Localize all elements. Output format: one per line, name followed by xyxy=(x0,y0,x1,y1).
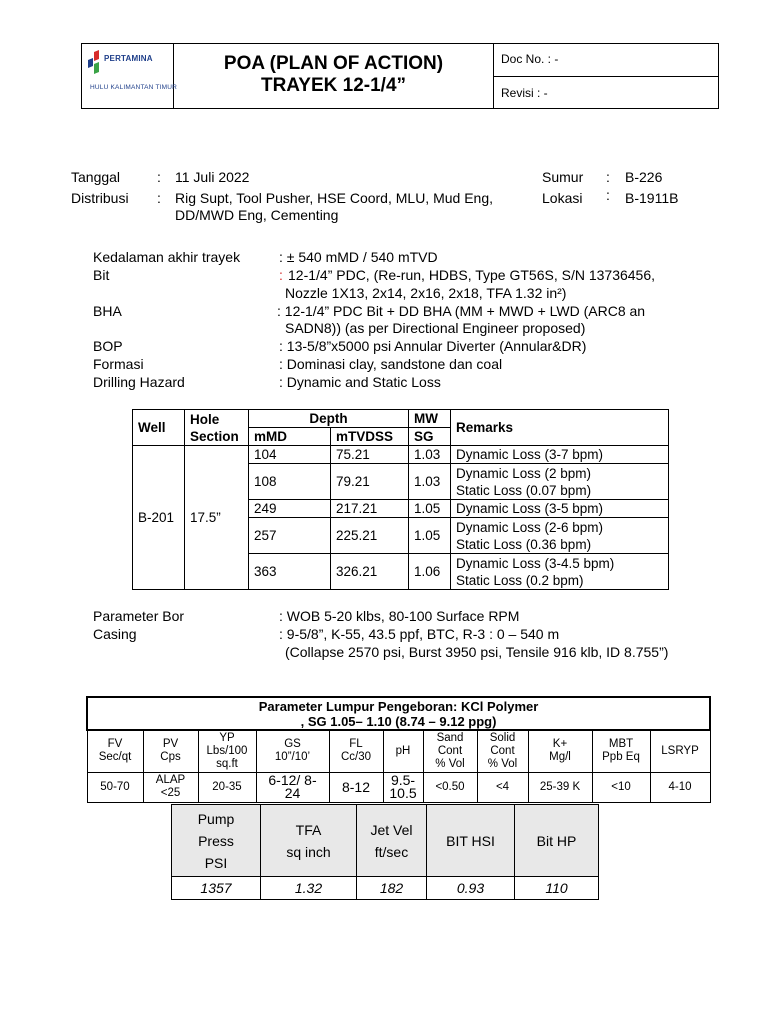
mud-header-text: % Vol xyxy=(487,757,518,770)
remark-line: Static Loss (0.2 bpm) xyxy=(456,572,584,588)
doc-no: Doc No. : - xyxy=(501,52,559,66)
mmd-cell: 363 xyxy=(249,554,331,590)
mud-value-cell xyxy=(477,772,528,802)
pump-header-cell xyxy=(357,805,427,877)
hole-cell: 17.5” xyxy=(185,446,249,590)
remark-line: Dynamic Loss (3-7 bpm) xyxy=(456,447,604,462)
mmd-cell: 249 xyxy=(249,500,331,518)
mud-value-cell xyxy=(198,772,256,802)
mud-value-text: 25-39 K xyxy=(539,780,581,793)
mud-title-line-1: Parameter Lumpur Pengeboran: KCl Polymer xyxy=(258,698,539,714)
title-line-2: TRAYEK 12-1/4” xyxy=(260,75,407,96)
mud-table-title xyxy=(87,697,710,730)
mud-header-text: Cont xyxy=(490,744,515,757)
mud-value-cell xyxy=(383,772,423,802)
mud-header-cell xyxy=(650,730,710,772)
depth-header: Depth xyxy=(249,410,409,428)
mud-value-text: 4-10 xyxy=(668,780,692,793)
pertamina-logo-icon xyxy=(84,50,104,80)
parameter-bor-label: Parameter Bor xyxy=(93,608,185,624)
pump-header-text: Jet Vel xyxy=(370,821,413,838)
pertamina-logo xyxy=(84,48,178,104)
mtvdss-cell: 75.21 xyxy=(331,446,409,464)
mud-header-text: LSRYP xyxy=(661,744,699,757)
mud-header-text: Sand xyxy=(436,731,464,744)
tanggal-label: Tanggal xyxy=(71,169,121,185)
sg-cell: 1.03 xyxy=(409,446,451,464)
mud-header-cell xyxy=(592,730,650,772)
remark-line: Static Loss (0.36 bpm) xyxy=(456,536,592,552)
mtvdss-cell: 225.21 xyxy=(331,518,409,554)
remarks-cell xyxy=(451,500,669,518)
header-divider xyxy=(493,76,719,77)
bit-label: Bit xyxy=(93,267,110,283)
mud-header-text: Lbs/100 xyxy=(206,744,248,757)
table-row xyxy=(133,446,669,464)
drilling-hazard-value: : Dynamic and Static Loss xyxy=(279,374,441,390)
formasi-label: Formasi xyxy=(93,356,144,372)
lokasi-label: Lokasi xyxy=(542,190,583,206)
mud-header-text: Ppb Eq xyxy=(602,751,640,764)
mud-header-text: 10”/10’ xyxy=(274,751,311,764)
mud-value-cell xyxy=(592,772,650,802)
mud-header-cell xyxy=(329,730,383,772)
sg-cell: 1.06 xyxy=(409,554,451,590)
lokasi-colon: : xyxy=(606,187,610,203)
bha-label: BHA xyxy=(93,303,122,319)
mud-header-text: YP xyxy=(219,731,235,744)
sg-cell: 1.03 xyxy=(409,464,451,500)
sg-cell: 1.05 xyxy=(409,500,451,518)
mud-header-cell xyxy=(383,730,423,772)
mud-header-cell xyxy=(477,730,528,772)
distribusi-label: Distribusi xyxy=(71,190,129,206)
mud-header-cell xyxy=(256,730,329,772)
mud-header-text: pH xyxy=(395,744,411,757)
mud-value-text: 24 xyxy=(284,785,301,801)
remarks-header: Remarks xyxy=(451,410,669,446)
pump-header-text: PSI xyxy=(204,854,228,871)
mmd-cell: 108 xyxy=(249,464,331,500)
pump-header-cell xyxy=(515,805,599,877)
lokasi-value: B-1911B xyxy=(625,190,679,206)
hole-section-header xyxy=(185,410,249,446)
mud-value-text: 9.5- xyxy=(390,772,416,788)
pump-hydraulics-table xyxy=(171,804,599,900)
pump-header-text: BIT HSI xyxy=(446,832,495,849)
mud-header-text: % Vol xyxy=(435,757,465,770)
mud-header-text: FL xyxy=(349,738,363,751)
mud-parameter-table xyxy=(86,696,711,803)
logo-subtitle-text: HULU KALIMANTAN TIMUR xyxy=(90,84,178,91)
pump-header-text: Pump xyxy=(197,810,235,827)
bop-value: : 13-5/8”x5000 psi Annular Diverter (Annular&DR) xyxy=(279,338,587,354)
mud-header-text: Cont xyxy=(437,744,463,757)
sumur-value: B-226 xyxy=(625,169,663,185)
mud-header-text: FV xyxy=(107,738,123,751)
mtvdss-cell: 217.21 xyxy=(331,500,409,518)
remark-line: Dynamic Loss (2-6 bpm) xyxy=(456,519,604,535)
mud-value-text: <10 xyxy=(611,780,631,793)
pump-value-cell: 182 xyxy=(357,877,427,900)
mtvdss-cell: 79.21 xyxy=(331,464,409,500)
bit-line-2: Nozzle 1X13, 2x14, 2x16, 2x18, TFA 1.32 in²) xyxy=(285,285,567,301)
pump-header-text: ft/sec xyxy=(374,843,409,860)
well-loss-table xyxy=(132,409,669,590)
casing-line-2: (Collapse 2570 psi, Burst 3950 psi, Tensile 916 klb, ID 8.755”) xyxy=(285,644,669,660)
distribusi-line-2: DD/MWD Eng, Cementing xyxy=(175,207,339,223)
pump-header-text: TFA xyxy=(295,821,322,838)
pump-value-cell: 1357 xyxy=(172,877,261,900)
remark-line: Static Loss (0.07 bpm) xyxy=(456,482,592,498)
mud-header-text: Solid xyxy=(489,731,516,744)
mud-value-text: ALAP xyxy=(155,774,186,786)
bha-line-1: : 12-1/4” PDC Bit + DD BHA (MM + MWD + LWD (ARC8 an xyxy=(277,303,646,319)
pump-value-cell: 1.32 xyxy=(261,877,357,900)
mud-value-cell xyxy=(528,772,592,802)
mud-value-text: 8-12 xyxy=(341,778,371,795)
casing-line-1: : 9-5/8”, K-55, 43.5 ppf, BTC, R-3 : 0 – 540 m xyxy=(279,626,560,642)
remarks-cell xyxy=(451,518,669,554)
bha-line-2: SADN8)) (as per Directional Engineer proposed) xyxy=(285,320,586,336)
kedalaman-label: Kedalaman akhir trayek xyxy=(93,249,241,265)
mud-title-line-2: , SG 1.05– 1.10 (8.74 – 9.12 ppg) xyxy=(300,713,497,729)
pump-value-cell: 110 xyxy=(515,877,599,900)
remarks-cell xyxy=(451,554,669,590)
well-header: Well xyxy=(133,410,185,446)
mud-value-cell xyxy=(143,772,198,802)
mtvdss-header: mTVDSS xyxy=(331,428,409,446)
tanggal-colon: : xyxy=(157,169,161,185)
mud-header-cell xyxy=(87,730,143,772)
pump-header-text: Press xyxy=(198,832,234,849)
mud-header-cell xyxy=(423,730,477,772)
distribusi-line-1: Rig Supt, Tool Pusher, HSE Coord, MLU, Mud Eng, xyxy=(175,190,494,206)
mud-value-text: 6-12/ 8- xyxy=(268,772,317,788)
formasi-value: : Dominasi clay, sandstone dan coal xyxy=(279,356,503,372)
pump-header-text: Bit HP xyxy=(536,832,577,849)
mud-value-text: 20-35 xyxy=(212,780,242,793)
mud-header-text: Sec/qt xyxy=(98,751,132,764)
pump-header-cell xyxy=(427,805,515,877)
revisi: Revisi : - xyxy=(501,86,548,100)
mud-values-row xyxy=(87,772,710,802)
mw-header: MW xyxy=(409,410,451,428)
mud-value-text: 50-70 xyxy=(100,780,130,793)
mud-header-text: Cc/30 xyxy=(340,751,372,764)
mud-header-row xyxy=(87,730,710,772)
sumur-label: Sumur xyxy=(542,169,584,185)
parameter-bor-value: : WOB 5-20 klbs, 80-100 Surface RPM xyxy=(279,608,520,624)
hole-header-line-1: Hole xyxy=(190,411,220,427)
sumur-colon: : xyxy=(606,169,610,185)
kedalaman-value: : ± 540 mMD / 540 mTVD xyxy=(279,249,438,265)
mmd-cell: 257 xyxy=(249,518,331,554)
remark-line: Dynamic Loss (3-4.5 bpm) xyxy=(456,555,615,571)
pump-header-cell xyxy=(261,805,357,877)
mud-value-cell xyxy=(87,772,143,802)
document-title xyxy=(174,53,493,97)
bit-line-1: 12-1/4” PDC, (Re-run, HDBS, Type GT56S, S/N 13736456, xyxy=(288,267,656,283)
drilling-hazard-label: Drilling Hazard xyxy=(93,374,185,390)
mud-header-text: PV xyxy=(162,738,179,751)
mud-header-cell xyxy=(528,730,592,772)
logo-brand-text: PERTAMINA xyxy=(104,54,153,63)
bop-label: BOP xyxy=(93,338,123,354)
mud-value-text: <25 xyxy=(160,787,181,799)
distribusi-colon: : xyxy=(157,190,161,206)
mud-header-text: GS xyxy=(284,738,301,751)
mud-header-text: MBT xyxy=(608,738,634,751)
mud-header-text: Mg/l xyxy=(549,751,571,764)
sg-header: SG xyxy=(409,428,451,446)
mud-value-cell xyxy=(650,772,710,802)
mtvdss-cell: 326.21 xyxy=(331,554,409,590)
sg-cell: 1.05 xyxy=(409,518,451,554)
mud-value-cell xyxy=(329,772,383,802)
title-line-1: POA (PLAN OF ACTION) xyxy=(223,53,444,74)
pump-header-row xyxy=(172,805,599,877)
casing-label: Casing xyxy=(93,626,137,642)
mud-header-text: sq.ft xyxy=(216,757,238,770)
bit-colon: : xyxy=(279,267,283,283)
mud-header-text: Cps xyxy=(160,751,181,764)
mud-header-cell xyxy=(143,730,198,772)
well-cell: B-201 xyxy=(133,446,185,590)
mud-value-cell xyxy=(423,772,477,802)
mud-value-text: <4 xyxy=(495,780,510,793)
remarks-cell xyxy=(451,464,669,500)
mud-value-text: 10.5 xyxy=(389,785,417,801)
pump-header-cell xyxy=(172,805,261,877)
mud-value-cell xyxy=(256,772,329,802)
remark-line: Dynamic Loss (2 bpm) xyxy=(456,465,592,481)
tanggal-value: 11 Juli 2022 xyxy=(175,169,250,185)
mud-header-cell xyxy=(198,730,256,772)
mud-value-text: <0.50 xyxy=(435,780,465,793)
mmd-header: mMD xyxy=(249,428,331,446)
pump-header-text: sq inch xyxy=(286,843,331,860)
pump-value-cell: 0.93 xyxy=(427,877,515,900)
remark-line: Dynamic Loss (3-5 bpm) xyxy=(456,501,604,516)
remarks-cell xyxy=(451,446,669,464)
mud-header-text: K+ xyxy=(552,738,568,751)
pump-values-row xyxy=(172,877,599,900)
hole-header-line-2: Section xyxy=(190,428,239,444)
mmd-cell: 104 xyxy=(249,446,331,464)
